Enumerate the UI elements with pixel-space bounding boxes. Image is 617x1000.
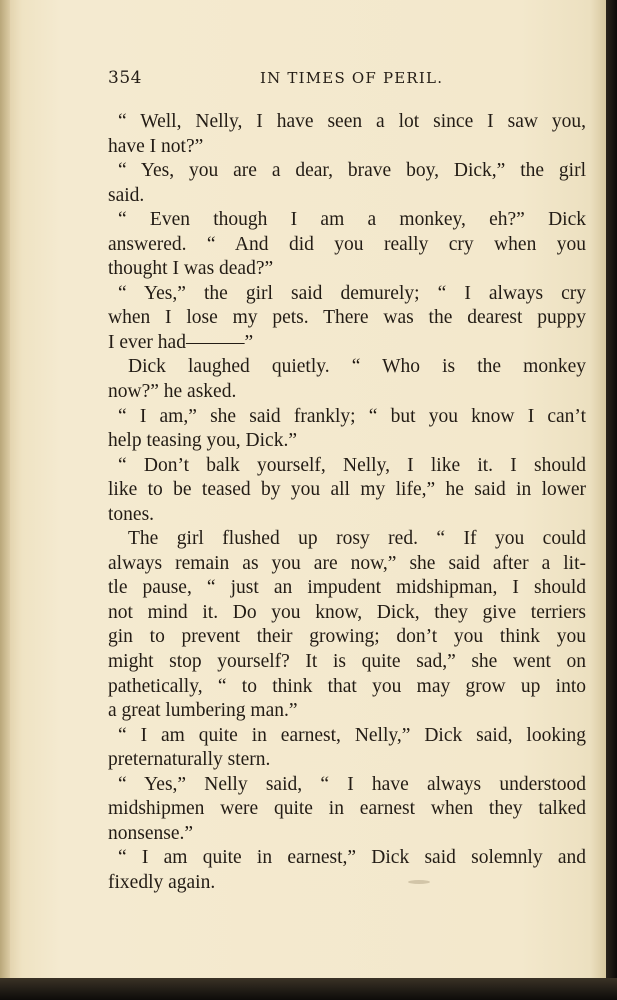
text-line: help teasing you, Dick.” (108, 430, 297, 452)
text-line: fixedly again. (108, 871, 216, 893)
text-line: when I lose my pets. There was the dearest puppy (108, 307, 586, 329)
text-line: “ I am,” she said frankly; “ but you know I can’t (118, 405, 586, 427)
text-line: tle pause, “ just an impudent midshipman, I should (108, 577, 586, 599)
text-line: “ I am quite in earnest, Nelly,” Dick said, looking (118, 724, 586, 746)
text-line: might stop yourself? It is quite sad,” she went on (108, 651, 586, 673)
text-line: always remain as you are now,” she said after a lit- (108, 552, 586, 574)
text-line: midshipmen were quite in earnest when they talked (108, 798, 586, 820)
page-right-edge (606, 0, 617, 1000)
text-line: “ Even though I am a monkey, eh?” Dick (118, 209, 586, 231)
text-line: Dick laughed quietly. “ Who is the monkey (128, 356, 586, 378)
text-line: “ Yes,” Nelly said, “ I have always understood (118, 773, 586, 795)
page-number: 354 (108, 68, 142, 88)
running-head: IN TIMES OF PERIL. (260, 69, 444, 87)
text-line: now?” he asked. (108, 381, 237, 403)
page-bottom-edge (0, 978, 617, 1000)
text-line: nonsense.” (108, 822, 194, 844)
text-line: “ Yes,” the girl said demurely; “ I always cry (118, 282, 586, 304)
text-line: I ever had———” (108, 331, 254, 353)
text-line: said. (108, 184, 145, 206)
ink-smudge (408, 880, 430, 884)
text-line: tones. (108, 503, 155, 525)
text-line: have I not?” (108, 135, 204, 157)
text-line: answered. “ And did you really cry when you (108, 233, 586, 255)
text-line: “ Yes, you are a dear, brave boy, Dick,” the girl (118, 160, 586, 182)
text-line: “ Well, Nelly, I have seen a lot since I saw you, (118, 111, 586, 132)
text-line: gin to prevent their growing; don’t you think you (108, 626, 586, 648)
text-line: “ I am quite in earnest,” Dick said solemnly and (118, 847, 586, 869)
page-header (108, 68, 586, 94)
text-line: a great lumbering man.” (108, 700, 298, 722)
body-text (108, 110, 586, 896)
text-line: thought I was dead?” (108, 258, 274, 280)
text-line: pathetically, “ to think that you may grow up into (108, 675, 586, 697)
text-line: The girl flushed up rosy red. “ If you could (128, 528, 586, 550)
text-line: preternaturally stern. (108, 749, 271, 771)
page-binding-shadow (0, 0, 10, 978)
text-line: “ Don’t balk yourself, Nelly, I like it. I should (118, 454, 586, 476)
text-line: not mind it. Do you know, Dick, they give terriers (108, 601, 586, 623)
text-line: like to be teased by you all my life,” he said in lower (108, 479, 586, 501)
